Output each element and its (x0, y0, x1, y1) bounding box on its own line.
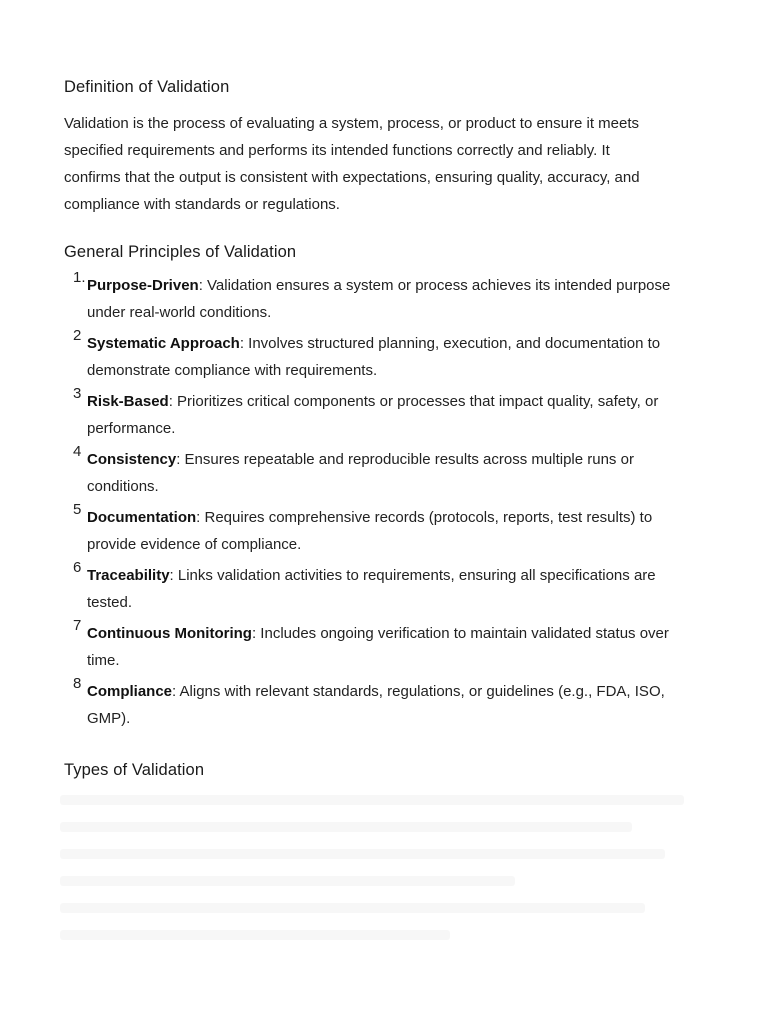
faded-line (60, 930, 450, 940)
definition-paragraph (64, 110, 704, 218)
principle-text: : Prioritizes critical components or processes that impact quality, safety, or (168, 393, 659, 410)
faded-line (60, 822, 632, 832)
principle-term: Traceability (87, 567, 170, 584)
principle-term: Risk-Based (87, 393, 169, 410)
faded-line (60, 876, 515, 886)
principle-item (64, 269, 704, 326)
item-number: 6 (73, 559, 82, 576)
principle-text: : Ensures repeatable and reproducible results across multiple runs or (176, 451, 634, 468)
principle-term: Purpose-Driven (87, 277, 199, 294)
principle-term: Systematic Approach (87, 335, 240, 352)
principle-text: conditions. (87, 478, 159, 495)
item-number: 8 (73, 675, 82, 692)
principle-term: Consistency (87, 451, 177, 468)
definition-line: Validation is the process of evaluating a system, process, or product to ensure it meets (64, 115, 640, 132)
faded-line (60, 903, 645, 913)
principle-text: tested. (87, 594, 133, 611)
principle-text: : Links validation activities to requirements, ensuring all specifications are (169, 567, 656, 584)
principle-text: : Aligns with relevant standards, regulations, or guidelines (e.g., FDA, ISO, (172, 683, 665, 700)
item-number: 7 (73, 617, 82, 634)
principle-term: Documentation (87, 509, 197, 526)
faded-content-placeholder (60, 795, 710, 975)
principle-text: provide evidence of compliance. (87, 536, 302, 553)
faded-line (60, 795, 684, 805)
types-heading: Types of Validation (64, 761, 205, 779)
principle-text: performance. (87, 420, 176, 437)
principle-text: GMP). (87, 710, 131, 727)
definition-line: specified requirements and performs its intended functions correctly and reliably. It (64, 142, 610, 159)
principle-text: : Validation ensures a system or process achieves its intended purpose (198, 277, 671, 294)
item-number: 1. (73, 269, 86, 286)
principle-item (64, 443, 704, 500)
principle-text: under real-world conditions. (87, 304, 272, 321)
definition-line: confirms that the output is consistent with expectations, ensuring quality, accuracy, and (64, 169, 640, 186)
principles-heading: General Principles of Validation (64, 243, 297, 261)
principle-item (64, 385, 704, 442)
item-number: 3 (73, 385, 82, 402)
principle-text: : Involves structured planning, execution, and documentation to (239, 335, 661, 352)
principle-term: Continuous Monitoring (87, 625, 252, 642)
principle-text: time. (87, 652, 120, 669)
principle-term: Compliance (87, 683, 173, 700)
definition-heading: Definition of Validation (64, 78, 230, 96)
principle-item (64, 617, 704, 674)
principle-text: : Includes ongoing verification to maintain validated status over (251, 625, 669, 642)
definition-line: compliance with standards or regulations. (64, 196, 340, 213)
principle-text: : Requires comprehensive records (protocols, reports, test results) to (196, 509, 653, 526)
principle-item (64, 501, 704, 558)
principle-item (64, 327, 704, 384)
principle-text: demonstrate compliance with requirements. (87, 362, 378, 379)
principles-list (64, 269, 704, 736)
principle-item (64, 559, 704, 616)
item-number: 5 (73, 501, 82, 518)
item-number: 4 (73, 443, 82, 460)
principle-item (64, 675, 704, 732)
item-number: 2 (73, 327, 82, 344)
faded-line (60, 849, 665, 859)
